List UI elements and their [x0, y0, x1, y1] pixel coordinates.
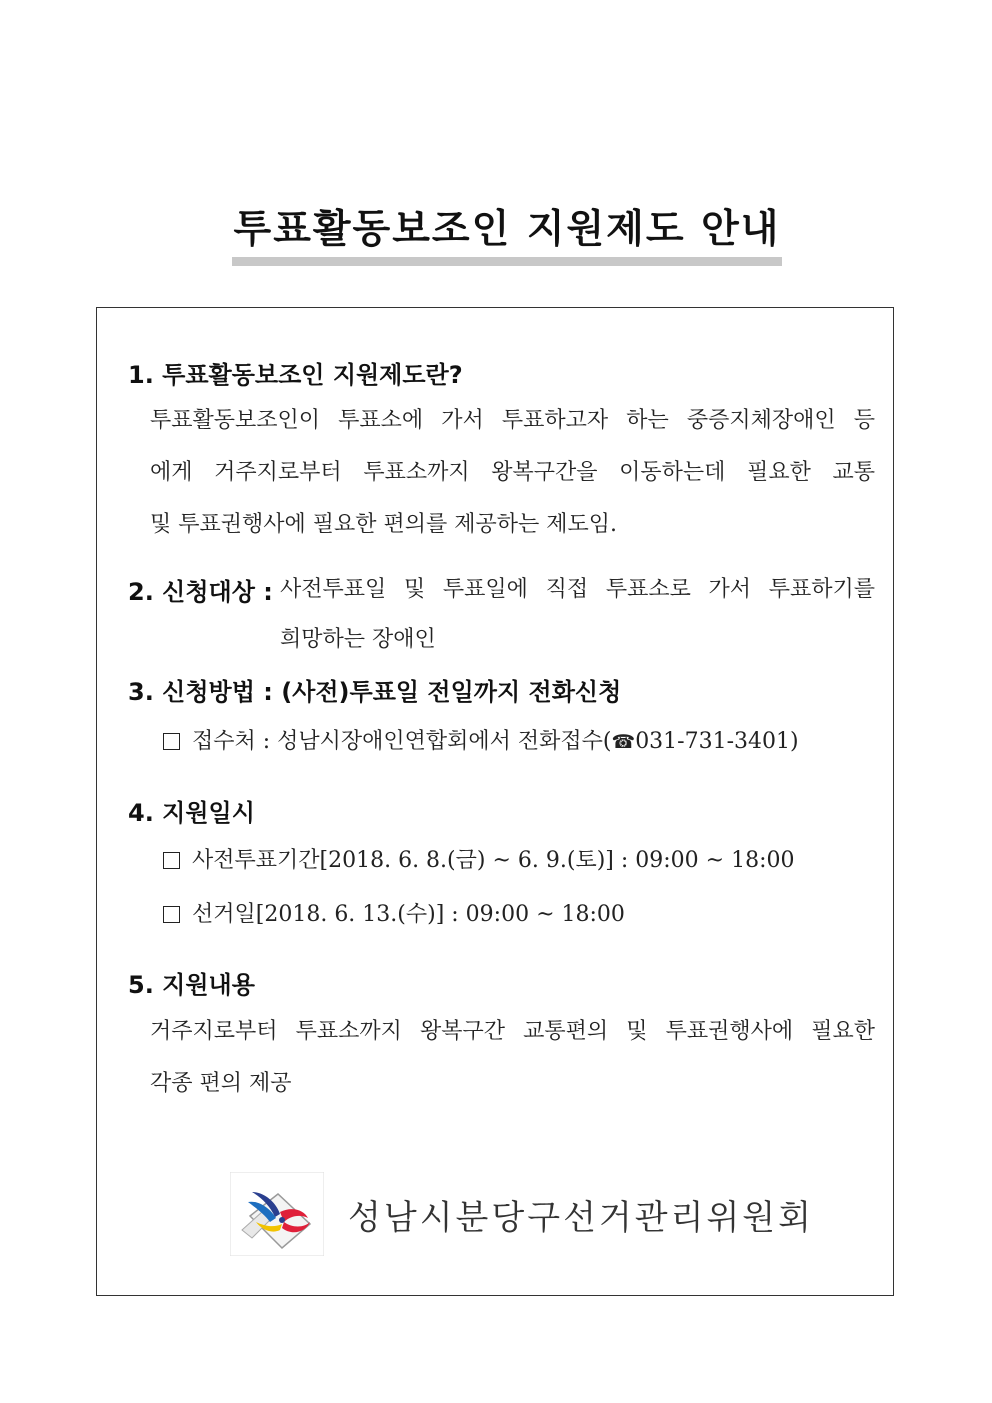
checkbox-icon — [163, 733, 180, 750]
section-2-heading: 2. 신청대상 : — [128, 578, 273, 606]
section-4-item-2-text: 선거일[2018. 6. 13.(수)] : 09:00 ~ 18:00 — [192, 902, 625, 927]
section-5-line-2: 각종 편의 제공 — [150, 1071, 292, 1096]
section-1-line-2: 에게 거주지로부터 투표소까지 왕복구간을 이동하는데 필요한 교통 — [150, 460, 875, 485]
section-4-item-1-text: 사전투표기간[2018. 6. 8.(금) ~ 6. 9.(토)] : 09:00 ~ 18:00 — [192, 848, 795, 873]
footer — [230, 1172, 814, 1256]
section-2-line-1: 사전투표일 및 투표일에 직접 투표소로 가서 투표하기를 — [280, 577, 875, 602]
section-4-item-2 — [163, 897, 625, 928]
checkbox-icon — [163, 852, 180, 869]
page-title: 투표활동보조인 지원제도 안내 — [233, 207, 781, 252]
section-5-heading: 5. 지원내용 — [128, 971, 255, 999]
election-commission-logo — [230, 1172, 324, 1256]
organization-name: 성남시분당구선거관리위원회 — [348, 1197, 814, 1238]
section-1-line-3: 및 투표권행사에 필요한 편의를 제공하는 제도임. — [150, 512, 618, 537]
section-3-item — [163, 724, 799, 755]
section-4-item-1 — [163, 843, 794, 874]
checkbox-icon — [163, 906, 180, 923]
section-5-line-1: 거주지로부터 투표소까지 왕복구간 교통편의 및 투표권행사에 필요한 — [150, 1019, 875, 1044]
phone-number: 031-731-3401) — [635, 729, 799, 754]
telephone-icon: ☎ — [611, 731, 636, 753]
section-3-heading: 3. 신청방법 : (사전)투표일 전일까지 전화신청 — [128, 678, 622, 706]
section-1-line-1: 투표활동보조인이 투표소에 가서 투표하고자 하는 중증지체장애인 등 — [150, 408, 875, 433]
title-underline — [232, 257, 782, 266]
section-1-heading: 1. 투표활동보조인 지원제도란? — [128, 361, 463, 389]
section-2-line-2: 희망하는 장애인 — [280, 627, 436, 652]
section-4-heading: 4. 지원일시 — [128, 799, 255, 827]
section-3-item-text: 접수처 : 성남시장애인연합회에서 전화접수( — [192, 729, 612, 754]
